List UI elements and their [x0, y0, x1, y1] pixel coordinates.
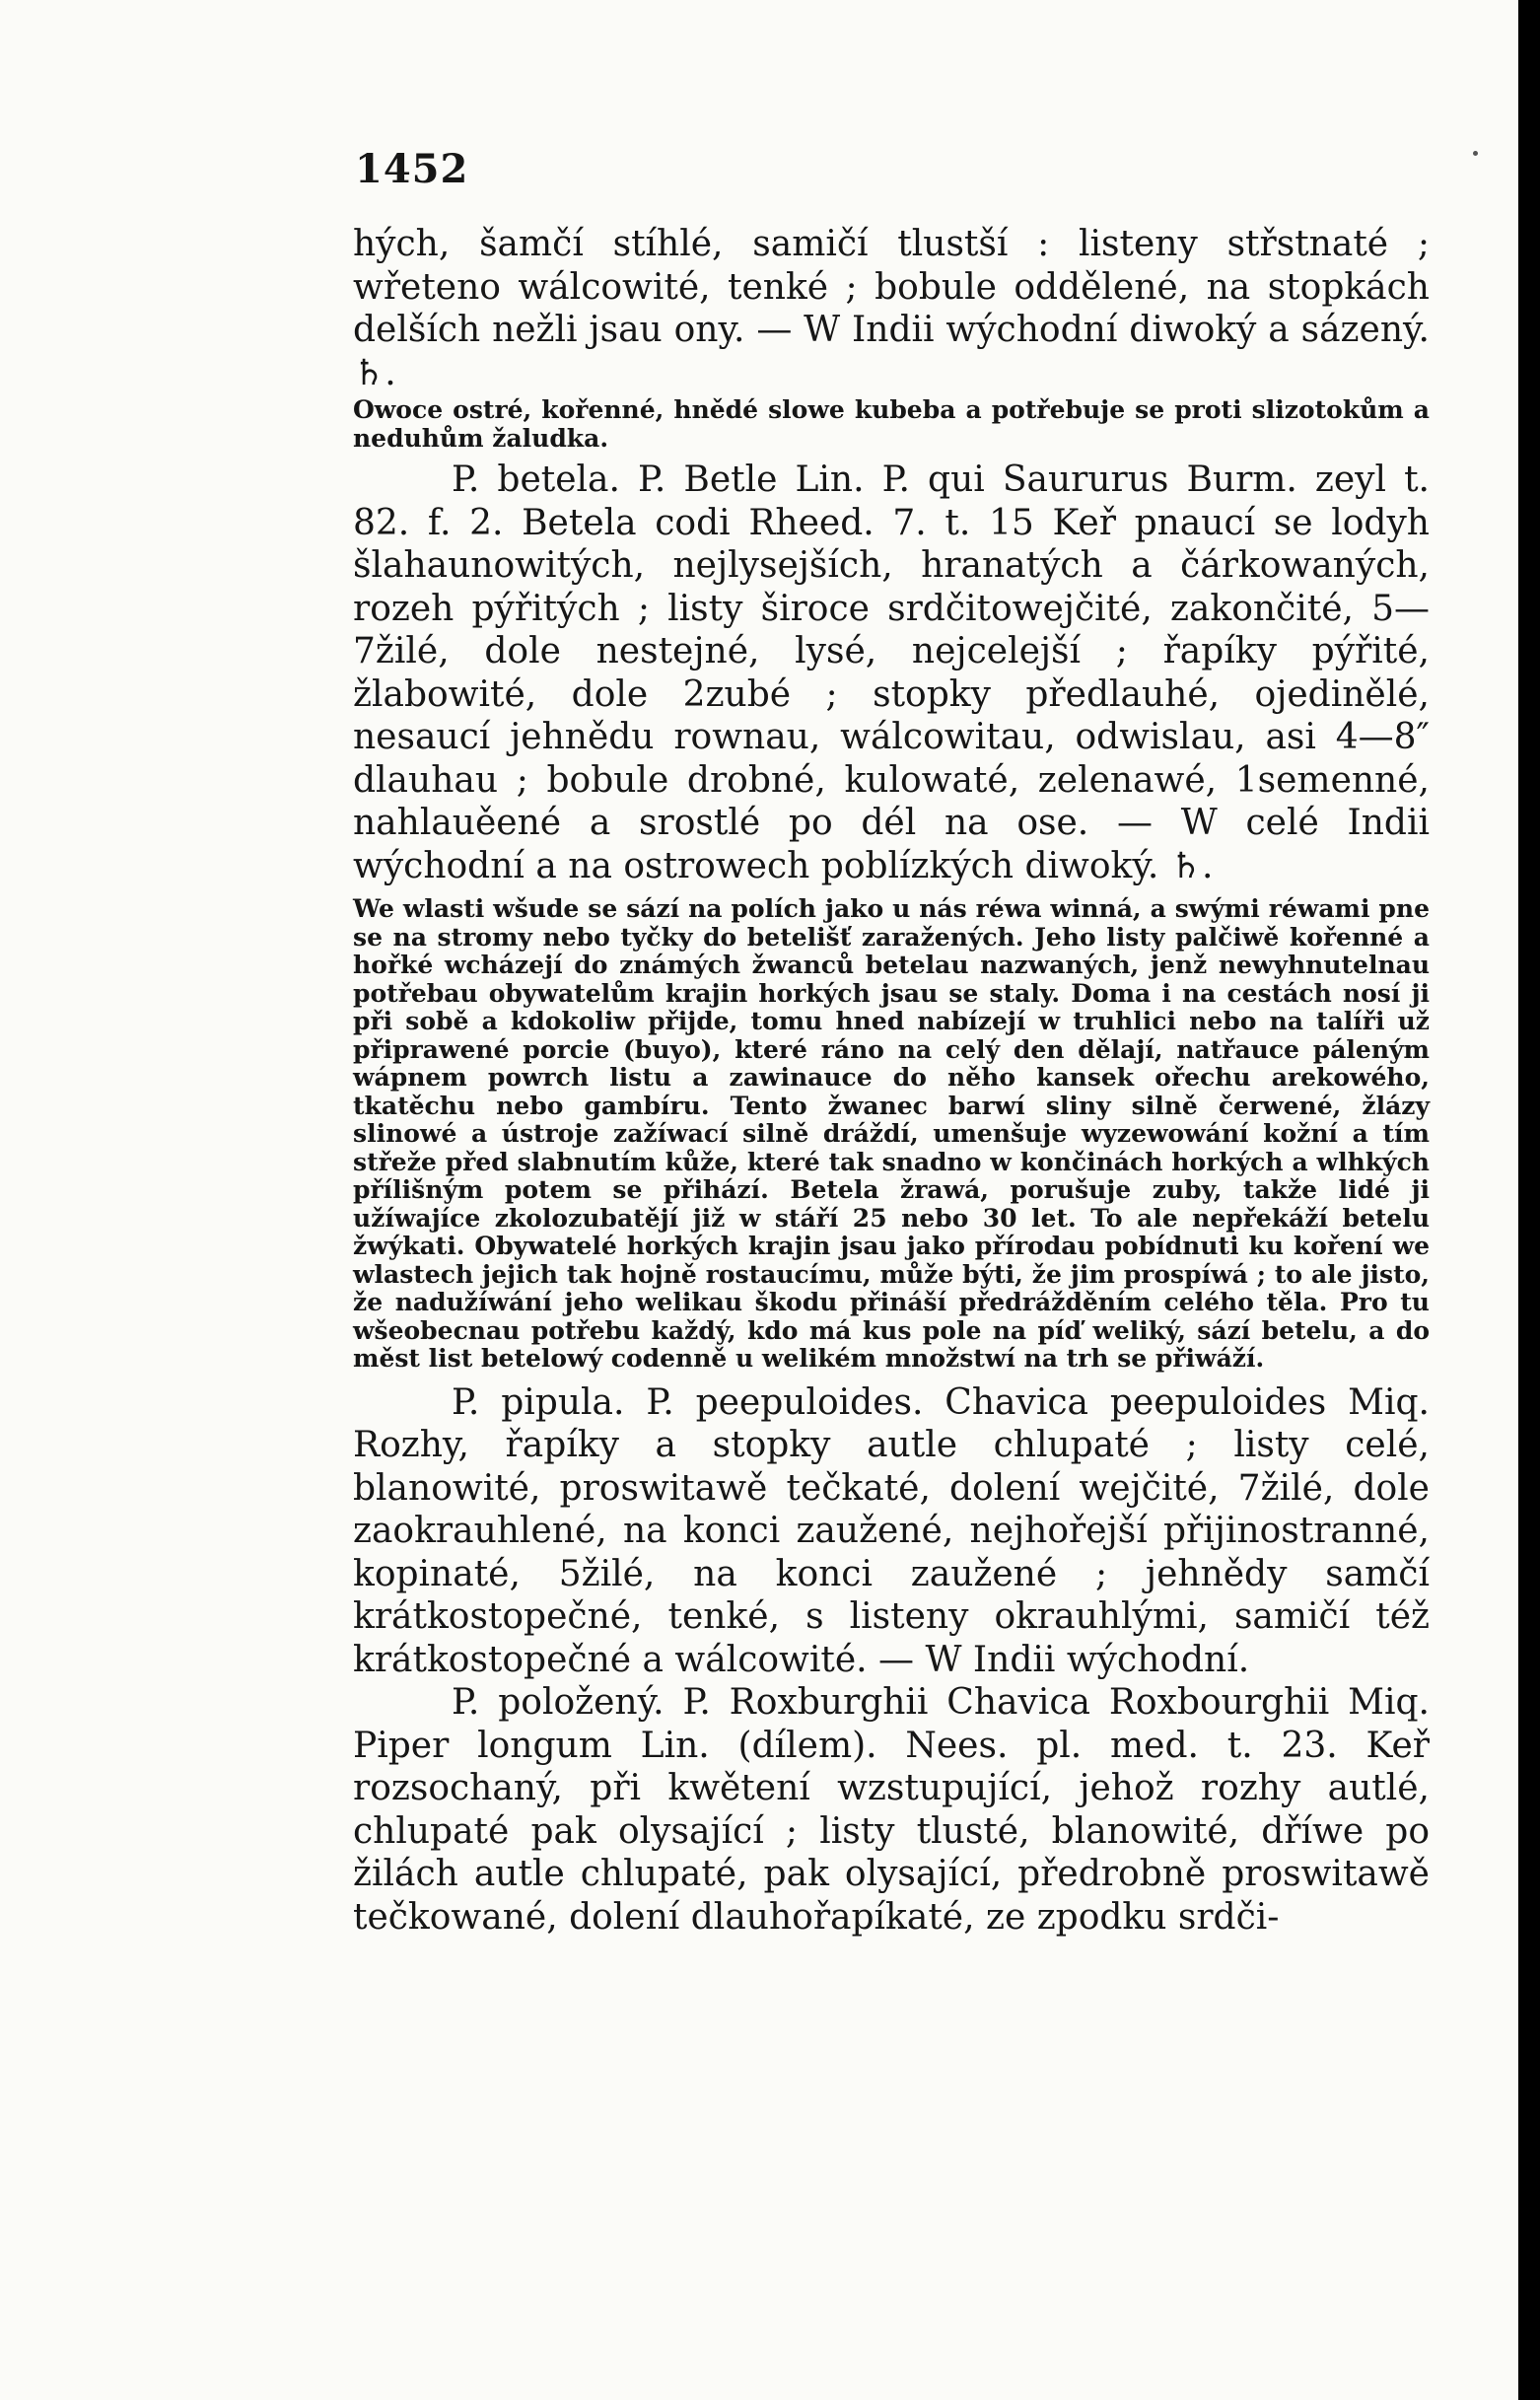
- paragraph-piper-polozeny: P. položený. P. Roxburghii Chavica Roxbourghii Miq. Piper longum Lin. (dílem). Nees. pl. med. t. 23. Keř rozsochaný, při kwětení wzstupující, jehož rozhy autlé, chlupaté pak olysající ; listy tlusté, blanowité, dříwe po žilách autle chlupaté, pak olysající, předrobně proswitawě tečkowané, dolení dlauhořapíkaté, ze zpodku srdči-: [353, 1682, 1430, 1938]
- paragraph-piper-betle: P. betela. P. Betle Lin. P. qui Saururus Burm. zeyl t. 82. f. 2. Betela codi Rheed. 7. t. 15 Keř pnaucí se lodyh šlahaunowitých, nejlysejších, hranatých a čárkowaných, rozeh pýřitých ; listy široce srdčitowejčité, zakončité, 5—7žilé, dole nestejné, lysé, nejcelejší ; řapíky pýřité, žlabowité, dole 2zubé ; stopky předlauhé, ojedinělé, nesaucí jehnědu rownau, wálcowitau, odwislau, asi 4—8″ dlauhau ; bobule drobné, kulowaté, zelenawé, 1semenné, nahlauěené a srostlé po dél na ose. — W celé Indii wýchodní a na ostrowech poblízkých diwoký. ♄.: [353, 459, 1430, 886]
- note-betel-use: We wlasti wšude se sází na polích jako u nás réwa winná, a swými réwami pne se na stromy nebo tyčky do betelišť zaražených. Jeho listy palčiwě kořenné a hořké wcházejí do známých žwanců betelau nazwaných, jenž newyhnutelnau potřebau obywatelům krajin horkých jsau se staly. Doma i na cestách nosí ji při sobě a kdokoliw přijde, tomu hned nabízejí w truhlici nebo na talíři už připrawené porcie (buyo), které ráno na celý den dělají, natřauce páleným wápnem powrch listu a zawinauce do něho kansek ořechu arekowého, tkatěchu nebo gambíru. Tento žwanec barwí sliny silně čerwené, žlázy slinowé a ústroje zažíwací silně dráždí, umenšuje wyzewowání kožní a tím střeže před slabnutím kůže, které tak snadno w končinách horkých a wlhkých přílišným potem se přihází. Betela žrawá, porušuje zuby, takže lidé ji užíwajíce zkolozubatějí již w stáří 25 nebo 30 let. To ale nepřekáží betelu žwýkati. Obywatelé horkých krajin jsau jako přírodau pobídnuti ku koření we wlastech jejich tak hojně rostaucímu, může býti, že jim prospíwá ; to ale jisto, že nadužíwání jeho welikau škodu přináší předrážděním celého těla. Pro tu wšeobecnau potřebu každý, kdo má kus pole na píď weliký, sází betelu, a do měst list betelowý codenně u welikém množstwí na trh se přiwáží.: [353, 894, 1430, 1373]
- scan-border: [1518, 0, 1540, 2400]
- paragraph-piper-cubeba-end: hých, šamčí stíhlé, samičí tlustší : listeny střstnaté ; wřeteno wálcowité, tenké ; bobule oddělené, na stopkách delších nežli jsau ony. — W Indii wýchodní diwoký a sázený. ♄.: [353, 224, 1430, 393]
- page-number: 1452: [355, 146, 469, 192]
- paragraph-piper-pipula: P. pipula. P. peepuloides. Chavica peepuloides Miq. Rozhy, řapíky a stopky autle chlupaté ; listy celé, blanowité, proswitawě tečkaté, dolení wejčité, 7žilé, dole zaokrauhlené, na konci zaužené, nejhořejší přijinostranné, kopinaté, 5žilé, na konci zaužené ; jehnědy samčí krátkostopečné, tenké, s listeny okrauhlými, samičí též krátkostopečné a wálcowité. — W Indii wýchodní.: [353, 1381, 1430, 1680]
- page-text: [353, 223, 1430, 1939]
- paper-speck: [1473, 151, 1478, 156]
- note-cubeba-fruit: Owoce ostré, kořenné, hnědé slowe kubeba a potřebuje se proti slizotokům a neduhům žaludka.: [353, 395, 1430, 453]
